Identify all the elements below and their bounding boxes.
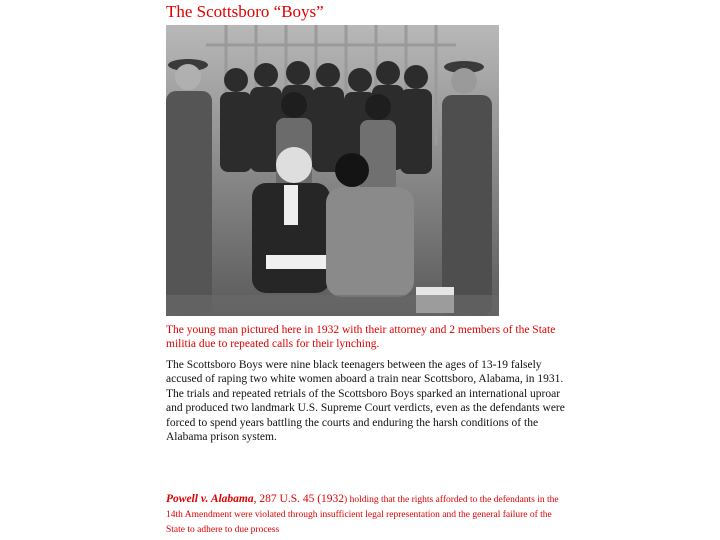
- historical-photograph: [166, 25, 499, 316]
- page-title: The Scottsboro “Boys”: [166, 2, 324, 21]
- case-citation: , 287 U.S. 45 (1932: [253, 493, 345, 505]
- case-footnote: [166, 492, 566, 538]
- case-name: Powell v. Alabama: [166, 493, 254, 505]
- case-holding: ) holding that the rights afforded to the defendants in the 14th Amendment were violated through insufficient legal representation and the general failure of the State to adhere to due process: [166, 495, 559, 535]
- photo-caption: The young man pictured here in 1932 with their attorney and 2 members of the State militia due to repeated calls for their lynching.: [166, 324, 556, 350]
- body-paragraph: The Scottsboro Boys were nine black teenagers between the ages of 13-19 falsely accused of raping two white women aboard a train near Scottsboro, Alabama, in 1931. The trials and repeated retrials of the Scottsboro Boys sparked an international uproar and produced two landmark U.S. Supreme Court verdicts, even as the defendants were forced to spend years battling the courts and enduring the harsh conditions of the Alabama prison system.: [166, 359, 565, 444]
